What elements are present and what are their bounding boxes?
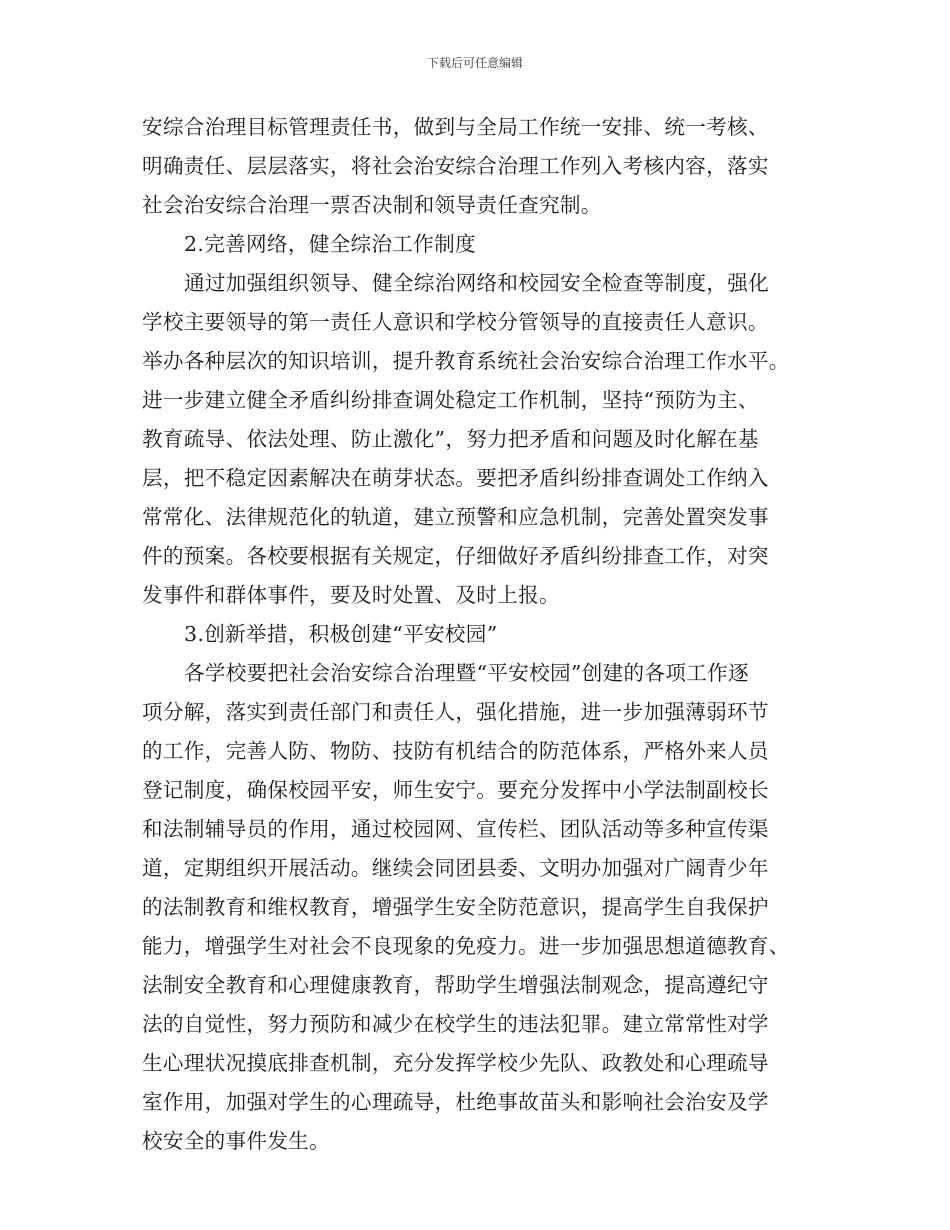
text-line: 校安全的事件发生。 — [142, 1129, 331, 1153]
text-line: 发事件和群体事件，要及时处置、及时上报。 — [142, 583, 560, 607]
text-line: 件的预案。各校要根据有关规定，仔细做好矛盾纠纷排查工作，对突 — [142, 544, 769, 568]
text-line: 举办各种层次的知识培训，提升教育系统社会治安综合治理工作水平。 — [142, 349, 790, 373]
text-line: 法的自觉性，努力预防和减少在校学生的违法犯罪。建立常常性对学 — [142, 1012, 769, 1036]
text-line: 和法制辅导员的作用，通过校园网、宣传栏、团队活动等多种宣传渠 — [142, 817, 769, 841]
text-line: 明确责任、层层落实，将社会治安综合治理工作列入考核内容，落实 — [142, 154, 769, 178]
text-line: 安综合治理目标管理责任书，做到与全局工作统一安排、统一考核、 — [142, 115, 769, 139]
text-line: 法制安全教育和心理健康教育，帮助学生增强法制观念，提高遵纪守 — [142, 973, 769, 997]
text-line: 层，把不稳定因素解决在萌芽状态。要把矛盾纠纷排查调处工作纳入 — [142, 466, 769, 490]
text-line: 社会治安综合治理一票否决制和领导责任查究制。 — [142, 193, 602, 217]
text-line: 登记制度，确保校园平安，师生安宁。要充分发挥中小学法制副校长 — [142, 778, 769, 802]
text-line: 的工作，完善人防、物防、技防有机结合的防范体系，严格外来人员 — [142, 739, 769, 763]
text-line: 常常化、法律规范化的轨道，建立预警和应急机制，完善处置突发事 — [142, 505, 769, 529]
section-heading: 3.创新举措，积极创建“平安校园” — [184, 622, 498, 646]
text-line: 能力，增强学生对社会不良现象的免疫力。进一步加强思想道德教育、 — [142, 934, 790, 958]
page-header-note: 下载后可任意编辑 — [426, 56, 523, 70]
document-body — [142, 108, 822, 1161]
text-line: 的法制教育和维权教育，增强学生安全防范意识，提高学生自我保护 — [142, 895, 769, 919]
text-line: 生心理状况摸底排查机制，充分发挥学校少先队、政教处和心理疏导 — [142, 1051, 769, 1075]
text-line: 进一步建立健全矛盾纠纷排查调处稳定工作机制，坚持“预防为主、 — [142, 388, 759, 412]
text-line: 学校主要领导的第一责任人意识和学校分管领导的直接责任人意识。 — [142, 310, 769, 334]
text-line: 各学校要把社会治安综合治理暨“平安校园”创建的各项工作逐 — [184, 661, 749, 685]
text-line: 室作用，加强对学生的心理疏导，杜绝事故苗头和影响社会治安及学 — [142, 1090, 769, 1114]
text-line: 教育疏导、依法处理、防止激化”，努力把矛盾和问题及时化解在基 — [142, 427, 759, 451]
text-line: 通过加强组织领导、健全综治网络和校园安全检查等制度，强化 — [184, 271, 770, 295]
text-line: 项分解，落实到责任部门和责任人，强化措施，进一步加强薄弱环节 — [142, 700, 769, 724]
text-line: 道，定期组织开展活动。继续会同团县委、文明办加强对广阔青少年 — [142, 856, 769, 880]
section-heading: 2.完善网络，健全综治工作制度 — [184, 232, 476, 256]
